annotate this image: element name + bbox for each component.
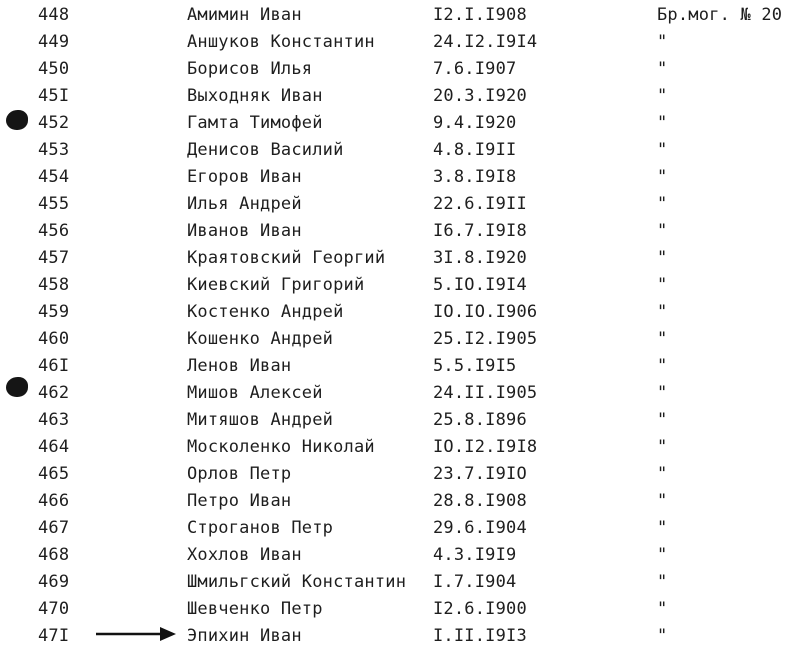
birth-date: I6.7.I9I8	[433, 221, 527, 241]
birth-date: 24.I2.I9I4	[433, 32, 538, 52]
ditto-mark: "	[657, 248, 668, 268]
birth-date: 3I.8.I920	[433, 248, 527, 268]
ditto-mark: "	[657, 194, 668, 214]
row-number: 448	[38, 5, 70, 25]
table-row	[0, 434, 800, 460]
row-number: 463	[38, 410, 70, 430]
ditto-mark: "	[657, 329, 668, 349]
row-number: 467	[38, 518, 70, 538]
row-number: 457	[38, 248, 70, 268]
table-row	[0, 245, 800, 271]
person-name: Гамта Тимофей	[187, 113, 323, 133]
table-row	[0, 515, 800, 541]
row-number: 450	[38, 59, 70, 79]
birth-date: 9.4.I920	[433, 113, 517, 133]
table-row	[0, 542, 800, 568]
table-row	[0, 164, 800, 190]
person-name: Ленов Иван	[187, 356, 292, 376]
ditto-mark: "	[657, 86, 668, 106]
birth-date: 7.6.I907	[433, 59, 517, 79]
person-name: Костенко Андрей	[187, 302, 344, 322]
row-number: 456	[38, 221, 70, 241]
person-name: Киевский Григорий	[187, 275, 365, 295]
person-name: Мишов Алексей	[187, 383, 323, 403]
person-name: Хохлов Иван	[187, 545, 302, 565]
table-row	[0, 461, 800, 487]
birth-date: I2.I.I908	[433, 5, 527, 25]
row-number: 458	[38, 275, 70, 295]
ditto-mark: "	[657, 32, 668, 52]
birth-date: 4.3.I9I9	[433, 545, 517, 565]
table-row	[0, 380, 800, 406]
person-name: Иванов Иван	[187, 221, 302, 241]
person-name: Амимин Иван	[187, 5, 302, 25]
table-row	[0, 56, 800, 82]
table-row	[0, 299, 800, 325]
person-name: Аншуков Константин	[187, 32, 375, 52]
birth-date: 4.8.I9II	[433, 140, 517, 160]
row-number: 468	[38, 545, 70, 565]
ditto-mark: "	[657, 167, 668, 187]
table-row	[0, 218, 800, 244]
table-row	[0, 353, 800, 379]
table-row	[0, 29, 800, 55]
person-name: Денисов Василий	[187, 140, 344, 160]
ditto-mark: "	[657, 572, 668, 592]
person-name: Шевченко Петр	[187, 599, 323, 619]
ditto-mark: "	[657, 383, 668, 403]
birth-date: IO.I2.I9I8	[433, 437, 538, 457]
table-row	[0, 407, 800, 433]
ditto-mark: "	[657, 518, 668, 538]
table-row	[0, 596, 800, 622]
person-name: Орлов Петр	[187, 464, 292, 484]
person-name: Илья Андрей	[187, 194, 302, 214]
birth-date: 5.5.I9I5	[433, 356, 517, 376]
row-number: 464	[38, 437, 70, 457]
ditto-mark: "	[657, 302, 668, 322]
row-number: 47I	[38, 626, 70, 646]
person-name: Выходняк Иван	[187, 86, 323, 106]
birth-date: 22.6.I9II	[433, 194, 527, 214]
birth-date: 25.8.I896	[433, 410, 527, 430]
ditto-mark: "	[657, 410, 668, 430]
birth-date: 29.6.I904	[433, 518, 527, 538]
row-number: 462	[38, 383, 70, 403]
person-name: Москоленко Николай	[187, 437, 375, 457]
row-number: 453	[38, 140, 70, 160]
birth-date: 28.8.I908	[433, 491, 527, 511]
table-row	[0, 191, 800, 217]
table-row	[0, 137, 800, 163]
ditto-mark: "	[657, 491, 668, 511]
person-name: Эпихин Иван	[187, 626, 302, 646]
table-row	[0, 326, 800, 352]
birth-date: 24.II.I905	[433, 383, 538, 403]
ditto-mark: "	[657, 545, 668, 565]
birth-date: 23.7.I9IO	[433, 464, 527, 484]
row-number: 466	[38, 491, 70, 511]
person-name: Петро Иван	[187, 491, 292, 511]
ditto-mark: "	[657, 626, 668, 646]
table-row	[0, 2, 800, 28]
row-number: 45I	[38, 86, 70, 106]
birth-date: 25.I2.I905	[433, 329, 538, 349]
ditto-mark: "	[657, 275, 668, 295]
birth-date: I.7.I904	[433, 572, 517, 592]
ditto-mark: "	[657, 599, 668, 619]
ditto-mark: "	[657, 140, 668, 160]
table-row	[0, 272, 800, 298]
person-name: Шмильгский Константин	[187, 572, 407, 592]
person-name: Кошенко Андрей	[187, 329, 334, 349]
ditto-mark: "	[657, 464, 668, 484]
ditto-mark: "	[657, 221, 668, 241]
person-name: Краятовский Георгий	[187, 248, 386, 268]
person-name: Егоров Иван	[187, 167, 302, 187]
row-number: 459	[38, 302, 70, 322]
row-number: 46I	[38, 356, 70, 376]
table-row	[0, 569, 800, 595]
table-row	[0, 83, 800, 109]
row-number: 470	[38, 599, 70, 619]
person-name: Борисов Илья	[187, 59, 313, 79]
row-number: 465	[38, 464, 70, 484]
ditto-mark: "	[657, 437, 668, 457]
burial-note: Бр.мог. № 20	[657, 5, 783, 25]
person-name: Строганов Петр	[187, 518, 334, 538]
table-row	[0, 488, 800, 514]
row-number: 452	[38, 113, 70, 133]
row-number: 460	[38, 329, 70, 349]
ditto-mark: "	[657, 113, 668, 133]
birth-date: 5.IO.I9I4	[433, 275, 527, 295]
birth-date: IO.IO.I906	[433, 302, 538, 322]
person-name: Митяшов Андрей	[187, 410, 334, 430]
row-number: 449	[38, 32, 70, 52]
birth-date: 3.8.I9I8	[433, 167, 517, 187]
row-number: 454	[38, 167, 70, 187]
birth-date: I.II.I9I3	[433, 626, 527, 646]
birth-date: I2.6.I900	[433, 599, 527, 619]
birth-date: 20.3.I920	[433, 86, 527, 106]
table-row	[0, 110, 800, 136]
ditto-mark: "	[657, 59, 668, 79]
row-number: 469	[38, 572, 70, 592]
arrow-right-icon	[96, 626, 176, 642]
ditto-mark: "	[657, 356, 668, 376]
row-number: 455	[38, 194, 70, 214]
